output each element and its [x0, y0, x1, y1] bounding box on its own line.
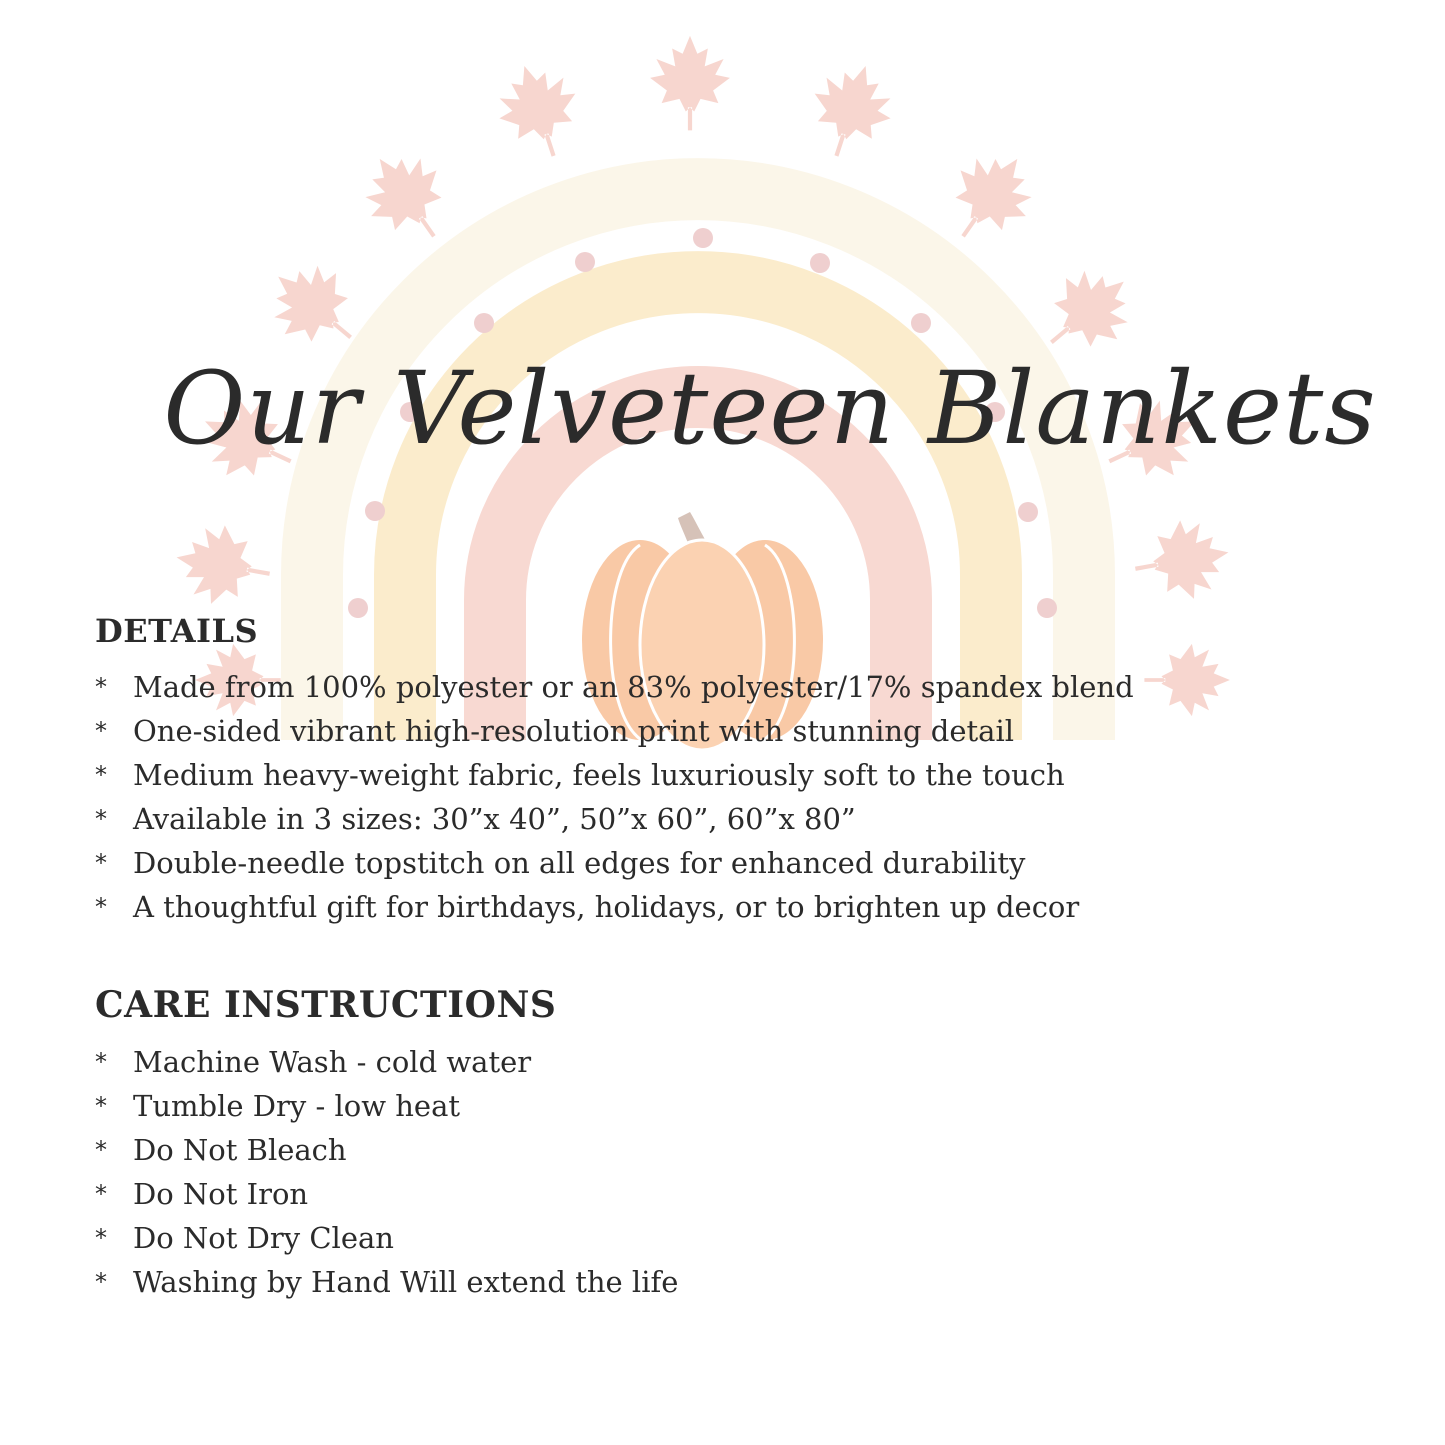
- care-instructions-heading: CARE INSTRUCTIONS: [95, 984, 557, 1026]
- list-item: * Tumble Dry - low heat: [95, 1084, 678, 1128]
- maple-leaf-icon: [1144, 644, 1230, 716]
- bullet-icon: *: [95, 1092, 107, 1120]
- maple-leaf-icon: [798, 54, 903, 169]
- maple-leaf-icon: [650, 36, 730, 130]
- bullet-icon: *: [95, 805, 107, 833]
- list-item: * Made from 100% polyester or an 83% polyester/17% spandex blend: [95, 665, 1134, 709]
- maple-leaf-icon: [347, 136, 467, 259]
- bullet-icon: *: [95, 849, 107, 877]
- bullet-icon: *: [95, 1136, 107, 1164]
- care-instructions-list: [95, 1040, 678, 1304]
- list-item: * Do Not Iron: [95, 1172, 678, 1216]
- list-item: * Double-needle topstitch on all edges for enhanced durability: [95, 841, 1134, 885]
- list-item: * Machine Wash - cold water: [95, 1040, 678, 1084]
- bullet-icon: *: [95, 893, 107, 921]
- maple-leaf-icon: [1128, 513, 1235, 608]
- bullet-icon: *: [95, 673, 107, 701]
- bullet-icon: *: [95, 1224, 107, 1252]
- maple-leaf-icon: [930, 136, 1050, 259]
- list-item: * Medium heavy-weight fabric, feels luxuriously soft to the touch: [95, 753, 1134, 797]
- list-item: * Do Not Dry Clean: [95, 1216, 678, 1260]
- list-item: * A thoughtful gift for birthdays, holidays, or to brighten up decor: [95, 885, 1134, 929]
- list-item: * Washing by Hand Will extend the life: [95, 1260, 678, 1304]
- bullet-icon: *: [95, 1268, 107, 1296]
- bullet-icon: *: [95, 1180, 107, 1208]
- list-item: * Do Not Bleach: [95, 1128, 678, 1172]
- maple-leaf-icon: [486, 54, 591, 169]
- bullet-icon: *: [95, 1048, 107, 1076]
- details-list: [95, 665, 1134, 929]
- bullet-icon: *: [95, 761, 107, 789]
- details-heading: DETAILS: [95, 612, 259, 650]
- maple-leaf-icon: [170, 518, 277, 613]
- list-item: * Available in 3 sizes: 30”x 40”, 50”x 60”, 60”x 80”: [95, 797, 1134, 841]
- list-item: * One-sided vibrant high-resolution print with stunning detail: [95, 709, 1134, 753]
- bullet-icon: *: [95, 717, 107, 745]
- page-title: Our Velveteen Blankets: [163, 350, 1377, 467]
